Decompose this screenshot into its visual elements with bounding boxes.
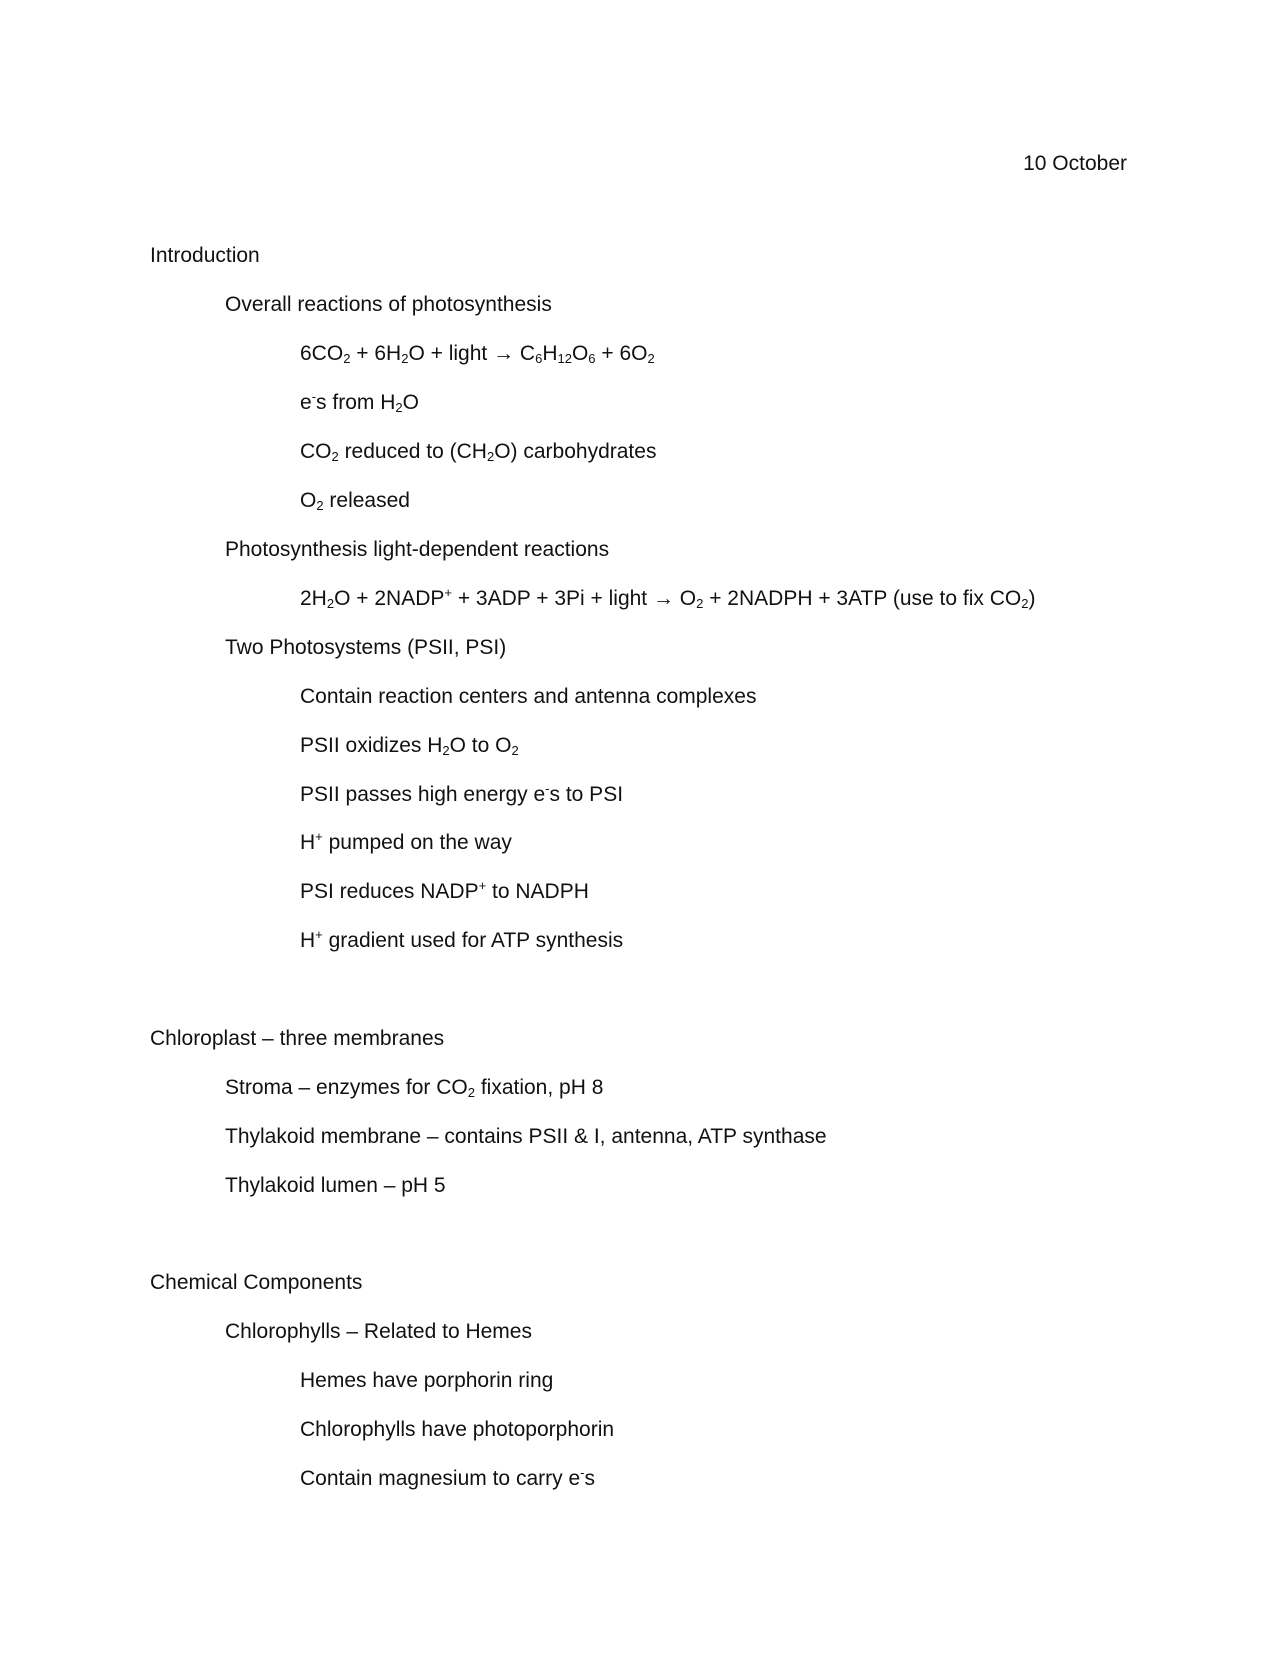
heading-introduction: Introduction bbox=[150, 244, 260, 267]
subheading-chlorophylls: Chlorophylls – Related to Hemes bbox=[225, 1320, 532, 1343]
note-stroma: Stroma – enzymes for $CO_2$ fixation, pH 8 bbox=[225, 1076, 604, 1100]
note-electrons-from-water: e-s from $H_2O$ bbox=[300, 389, 419, 415]
subheading-light-dependent: Photosynthesis light-dependent reactions bbox=[225, 538, 610, 561]
note-psii-passes: PSII passes high energy e-s to PSI bbox=[300, 781, 624, 806]
note-hemes: Hemes have porphorin ring bbox=[300, 1369, 554, 1392]
note-h-gradient: H+ gradient used for ATP synthesis bbox=[300, 927, 624, 952]
note-co2-reduced: $CO_2$ reduced to $(CH_2O)$ carbohydrates bbox=[300, 440, 657, 464]
equation-photosynthesis: $6CO_2 + 6H_2O$ + light → $C_6H_{12}O_6 + 6O_2$ bbox=[300, 342, 655, 366]
equation-light-dependent: $2H_2O$ + 2NADP+ + 3ADP + 3Pi + light → $O_2$ + 2NADPH + 3ATP (use to fix $CO_2$) bbox=[300, 585, 1036, 611]
note-h-pumped: H+ pumped on the way bbox=[300, 829, 512, 854]
note-psii-oxidizes: PSII oxidizes $H_2O$ to $O_2$ bbox=[300, 734, 519, 758]
heading-chemical-components: Chemical Components bbox=[150, 1271, 363, 1294]
heading-chloroplast: Chloroplast – three membranes bbox=[150, 1027, 445, 1050]
note-photoporphorin: Chlorophylls have photoporphorin bbox=[300, 1418, 615, 1441]
note-reaction-centers: Contain reaction centers and antenna complexes bbox=[300, 685, 757, 708]
note-magnesium: Contain magnesium to carry e-s bbox=[300, 1465, 595, 1490]
note-thylakoid-lumen: Thylakoid lumen – pH 5 bbox=[225, 1174, 446, 1197]
note-thylakoid-membrane: Thylakoid membrane – contains PSII & I, antenna, ATP synthase bbox=[225, 1125, 827, 1148]
note-psi-reduces: PSI reduces NADP+ to NADPH bbox=[300, 878, 589, 903]
subheading-overall-reactions: Overall reactions of photosynthesis bbox=[225, 293, 552, 316]
document-date: 10 October bbox=[1023, 152, 1127, 175]
note-o2-released: $O_2$ released bbox=[300, 489, 410, 513]
subheading-photosystems: Two Photosystems (PSII, PSI) bbox=[225, 636, 507, 659]
